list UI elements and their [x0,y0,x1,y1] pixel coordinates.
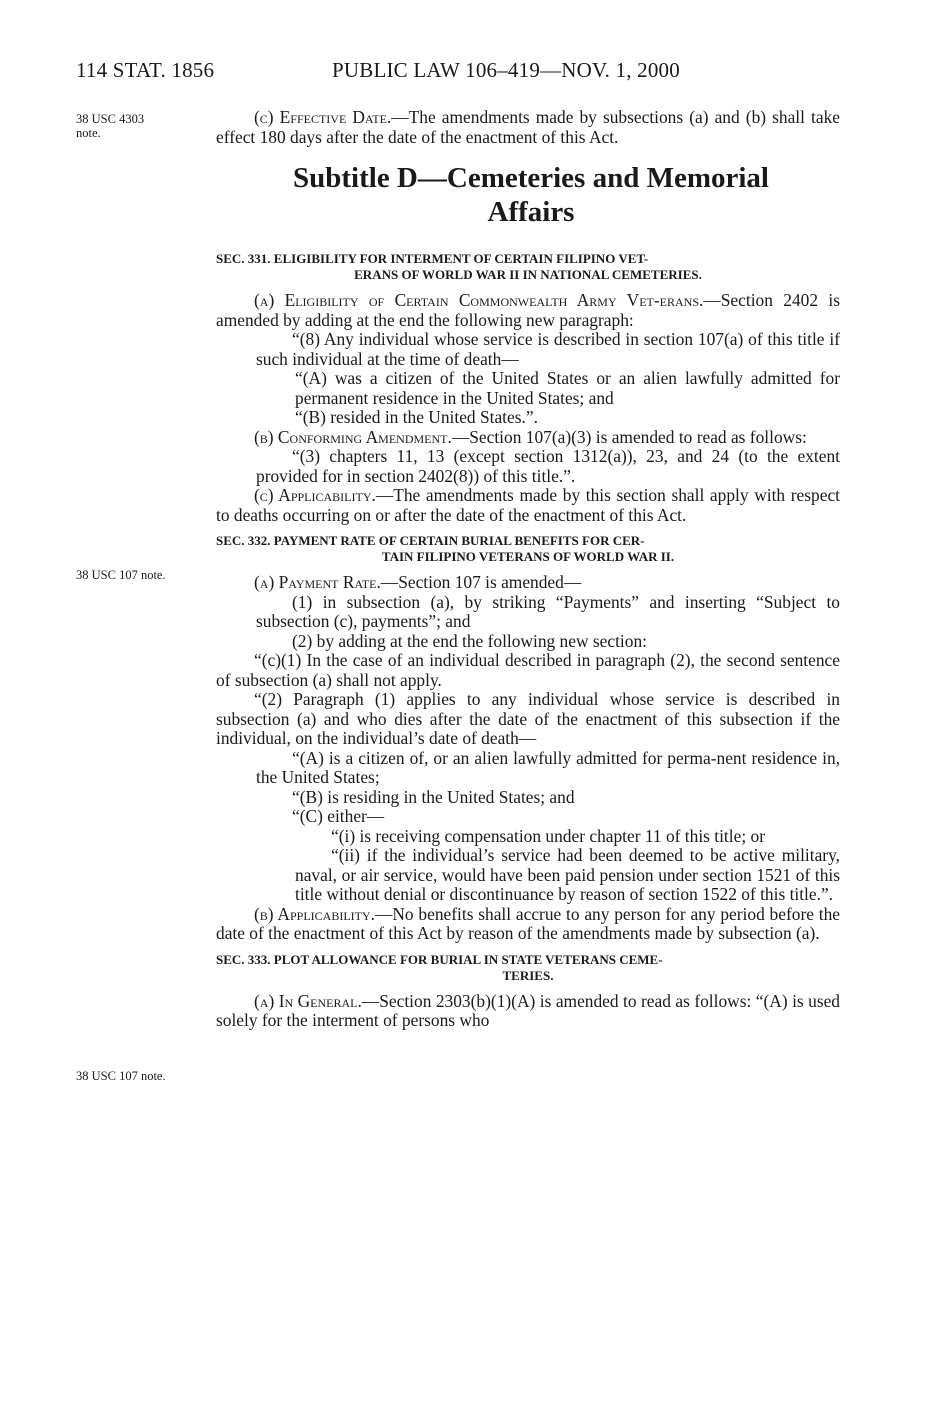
s332-subclause-i: “(i) is receiving compensation under chapter 11 of this title; or [331,825,765,846]
section-333-heading: SEC. 333. PLOT ALLOWANCE FOR BURIAL IN STATE VETERANS CEME- TERIES. [216,951,663,983]
margin-note-usc-4303: 38 USC 4303 note. [76,112,145,140]
section-331-heading: SEC. 331. ELIGIBILITY FOR INTERMENT OF CERTAIN FILIPINO VET- ERANS OF WORLD WAR II IN NATIONAL CEMETERIES. [216,251,702,282]
effective-date-paragraph: (c) Effective Date.—The amendments made by subsections (a) and (b) shall take effect 180 days after the date of the enactment of this Act. [216,107,841,147]
s331-paragraph-8: “(8) Any individual whose service is described in section 107(a) of this title if such individual at the time of death— [256,329,840,369]
s333-subsection-a: (a) In General.—Section 2303(b)(1)(A) is amended to read as follows: “(A) is used solely for the interment of persons who [216,990,841,1030]
subtitle-heading: Subtitle D—Cemeteries and Memorial Affairs [293,162,769,228]
s331-subsection-c: (c) Applicability.—The amendments made by this section shall apply with respect to deaths occurring on or after the date of the enactment of this Act. [216,485,841,525]
s331-subsection-a: (a) Eligibility of Certain Commonwealth Army Vet-erans.—Section 2402 is amended by adding at the end the following new paragraph: [216,290,840,330]
s331-subsection-b: (b) Conforming Amendment.—Section 107(a)(3) is amended to read as follows: [254,426,807,447]
s331-clause-a: “(A) was a citizen of the United States or an alien lawfully admitted for permanent residence in the United States; and [295,368,840,408]
s332-c1: “(c)(1) In the case of an individual described in paragraph (2), the second sentence of subsection (a) shall not apply. [216,650,840,690]
s332-paragraph-2: (2) by adding at the end the following new section: [292,630,647,651]
s332-c2: “(2) Paragraph (1) applies to any individual whose service is described in subsection (a) and who dies after the date of the enactment of this subsection if the individual, on the individual’s date of death— [216,689,840,748]
stat-page-number: 114 STAT. 1856 [76,58,215,82]
margin-note-usc-107-a: 38 USC 107 note. [76,568,166,582]
s332-paragraph-1: (1) in subsection (a), by striking “Payments” and inserting “Subject to subsection (c), payments”; and [256,591,840,631]
s332-subclause-ii: “(ii) if the individual’s service had been deemed to be active military, naval, or air service, would have been paid pension under section 1521 of this title without denial or discontinuance by reason of section 1522 of this title.”. [295,845,840,904]
s331-paragraph-3: “(3) chapters 11, 13 (except section 1312(a)), 23, and 24 (to the extent provided for in section 2402(8)) of this title.”. [256,446,840,486]
section-332-heading: SEC. 332. PAYMENT RATE OF CERTAIN BURIAL BENEFITS FOR CER- TAIN FILIPINO VETERANS OF WORLD WAR II. [216,533,675,564]
margin-note-usc-107-b: 38 USC 107 note. [76,1069,166,1083]
s332-clause-b: “(B) is residing in the United States; and [292,786,575,807]
s331-clause-b: “(B) resided in the United States.”. [295,407,538,427]
s332-clause-a: “(A) is a citizen of, or an alien lawfully admitted for perma-nent residence in, the United States; [256,747,840,787]
s332-subsection-b: (b) Applicability.—No benefits shall accrue to any person for any period before the date of the enactment of this Act by reason of the amendments made by subsection (a). [216,903,840,943]
public-law-citation: PUBLIC LAW 106–419—NOV. 1, 2000 [332,58,680,82]
document-body [216,108,840,1031]
s332-clause-c: “(C) either— [292,806,385,826]
s332-subsection-a: (a) Payment Rate.—Section 107 is amended— [254,572,582,592]
